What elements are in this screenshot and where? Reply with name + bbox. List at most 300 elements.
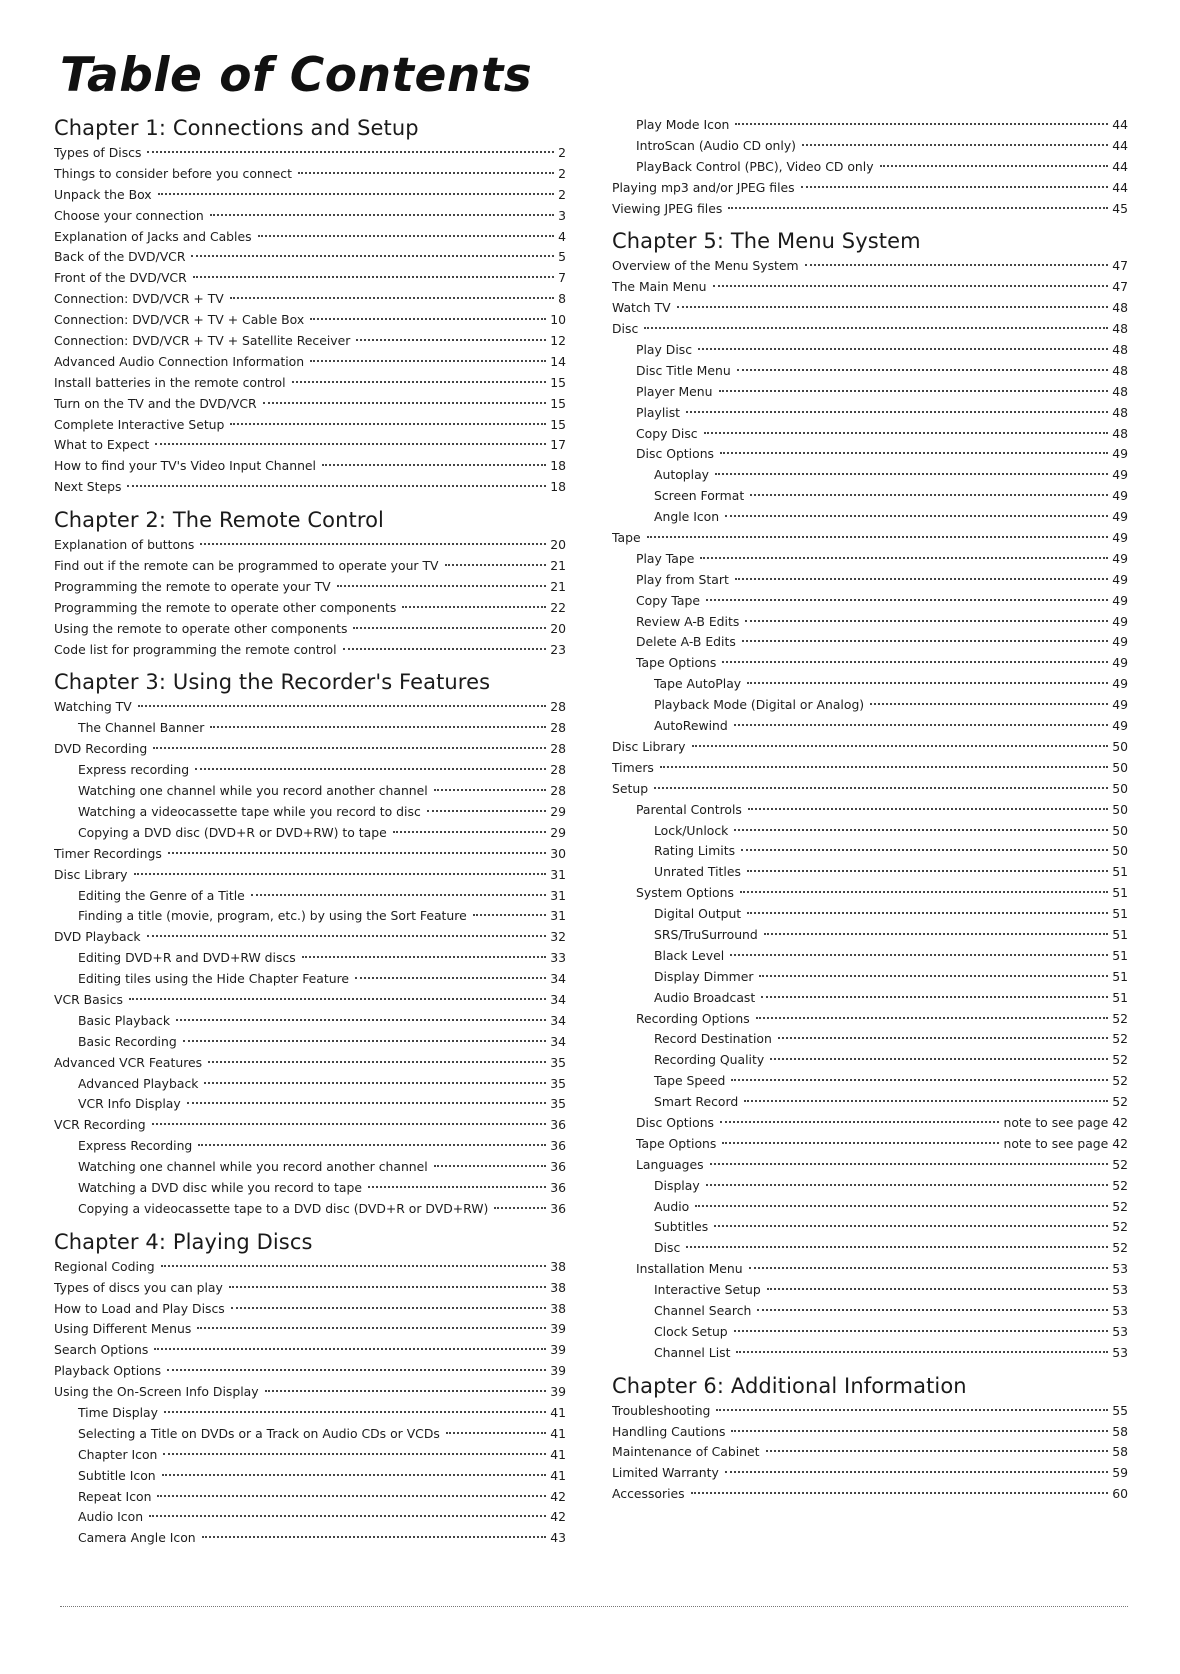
toc-entry[interactable] xyxy=(54,577,566,598)
toc-entry[interactable] xyxy=(54,535,566,556)
toc-entry-page: 8 xyxy=(558,291,566,307)
toc-entry[interactable] xyxy=(54,990,566,1011)
dot-leader xyxy=(766,1450,1109,1452)
dot-leader xyxy=(168,852,546,854)
toc-entry[interactable] xyxy=(612,862,1128,883)
toc-entry[interactable] xyxy=(54,739,566,760)
toc-entry[interactable] xyxy=(54,415,566,436)
toc-entry[interactable] xyxy=(612,570,1128,591)
dot-leader xyxy=(138,705,546,707)
toc-entry-page: 35 xyxy=(550,1054,566,1070)
toc-entry[interactable] xyxy=(54,331,566,352)
toc-entry[interactable] xyxy=(612,653,1128,674)
toc-entry[interactable] xyxy=(612,946,1128,967)
toc-entry-page: 20 xyxy=(550,620,566,636)
toc-entry[interactable] xyxy=(612,1322,1128,1343)
toc-entry-page: 31 xyxy=(550,866,566,882)
toc-entry-page: 28 xyxy=(550,783,566,799)
dot-leader xyxy=(677,306,1109,308)
toc-entry[interactable] xyxy=(612,256,1128,277)
dot-leader xyxy=(153,747,546,749)
toc-entry[interactable] xyxy=(612,382,1128,403)
toc-entry[interactable] xyxy=(54,1361,566,1382)
chapter-section xyxy=(612,115,1128,219)
dot-leader xyxy=(686,1246,1108,1248)
dot-leader xyxy=(204,1082,546,1084)
toc-entry[interactable] xyxy=(612,298,1128,319)
dot-leader xyxy=(770,1058,1108,1060)
toc-entry-page: 51 xyxy=(1112,926,1128,942)
toc-entry[interactable] xyxy=(612,779,1128,800)
toc-entry[interactable] xyxy=(54,906,566,927)
toc-entry[interactable] xyxy=(54,556,566,577)
toc-entry-title: PlayBack Control (PBC), Video CD only xyxy=(636,158,874,174)
toc-entry-page: 49 xyxy=(1112,488,1128,504)
toc-entry[interactable] xyxy=(612,1422,1128,1443)
toc-entry[interactable] xyxy=(54,1136,566,1157)
toc-entry-page: 53 xyxy=(1112,1261,1128,1277)
dot-leader xyxy=(193,276,554,278)
toc-entry-page: 5 xyxy=(558,249,566,265)
toc-entry-title: Types of discs you can play xyxy=(54,1279,223,1295)
toc-entry-title: Copy Tape xyxy=(636,592,700,608)
toc-entry-page: 59 xyxy=(1112,1465,1128,1481)
toc-entry-page: 39 xyxy=(550,1363,566,1379)
toc-entry-page: 48 xyxy=(1112,425,1128,441)
toc-entry-title: Black Level xyxy=(654,947,725,963)
toc-entry-title: Smart Record xyxy=(654,1094,739,1110)
toc-entry-title: Chapter Icon xyxy=(78,1446,158,1462)
toc-entry[interactable] xyxy=(612,444,1128,465)
chapter-section xyxy=(54,507,566,660)
toc-entry[interactable] xyxy=(54,802,566,823)
toc-entry-page: 49 xyxy=(1112,676,1128,692)
dot-leader xyxy=(446,1432,546,1434)
toc-entry-page: 38 xyxy=(550,1279,566,1295)
dot-leader xyxy=(713,285,1109,287)
toc-entry-page: 52 xyxy=(1112,1010,1128,1026)
toc-entry-page: 34 xyxy=(550,991,566,1007)
toc-entry[interactable] xyxy=(612,988,1128,1009)
toc-entry-page: 36 xyxy=(550,1117,566,1133)
toc-entry[interactable] xyxy=(54,477,566,498)
toc-entry[interactable] xyxy=(54,718,566,739)
toc-entry-title: Tape Speed xyxy=(654,1073,726,1089)
toc-entry[interactable] xyxy=(612,1176,1128,1197)
toc-entry-title: Advanced VCR Features xyxy=(54,1054,203,1070)
toc-entry-title: Camera Angle Icon xyxy=(78,1530,196,1546)
dot-leader xyxy=(736,1351,1108,1353)
dot-leader xyxy=(778,1037,1108,1039)
toc-entry-title: Watching one channel while you record another channel xyxy=(78,1159,428,1175)
toc-entry[interactable] xyxy=(54,865,566,886)
toc-entry-page: 23 xyxy=(550,641,566,657)
dot-leader xyxy=(715,473,1108,475)
dot-leader xyxy=(230,423,546,425)
toc-entry-title: Install batteries in the remote control xyxy=(54,374,286,390)
toc-entry[interactable] xyxy=(54,823,566,844)
toc-entry[interactable] xyxy=(612,1050,1128,1071)
toc-entry[interactable] xyxy=(612,486,1128,507)
toc-entry-title: Delete A-B Edits xyxy=(636,634,736,650)
toc-entry-title: Subtitles xyxy=(654,1219,709,1235)
toc-entry-title: Player Menu xyxy=(636,383,713,399)
toc-entry[interactable] xyxy=(612,1217,1128,1238)
toc-entry[interactable] xyxy=(54,268,566,289)
toc-entry[interactable] xyxy=(54,948,566,969)
toc-entry[interactable] xyxy=(54,1507,566,1528)
dot-leader xyxy=(731,1079,1108,1081)
dot-leader xyxy=(767,1288,1108,1290)
toc-entry[interactable] xyxy=(54,1487,566,1508)
toc-entry-page: 52 xyxy=(1112,1052,1128,1068)
toc-entry[interactable] xyxy=(54,1319,566,1340)
chapter-section xyxy=(54,115,566,498)
toc-entry[interactable] xyxy=(54,1340,566,1361)
toc-entry[interactable] xyxy=(612,1113,1128,1134)
toc-entry[interactable] xyxy=(612,319,1128,340)
toc-entry[interactable] xyxy=(54,185,566,206)
toc-entry-title: Play Mode Icon xyxy=(636,117,730,132)
toc-entry-title: DVD Playback xyxy=(54,929,141,945)
toc-entry-title: Disc Title Menu xyxy=(636,362,731,378)
toc-entry[interactable] xyxy=(54,1115,566,1136)
toc-entry-title: Types of Discs xyxy=(54,145,142,160)
toc-entry-title: Play Tape xyxy=(636,550,695,566)
toc-entry[interactable] xyxy=(54,373,566,394)
toc-entry[interactable] xyxy=(612,1009,1128,1030)
toc-entry-page: 47 xyxy=(1112,279,1128,295)
dot-leader xyxy=(191,255,554,257)
chapter-section xyxy=(612,228,1128,1363)
toc-entry-page: 53 xyxy=(1112,1323,1128,1339)
toc-entry-title: Time Display xyxy=(78,1404,158,1420)
toc-entry-title: Lock/Unlock xyxy=(654,822,729,838)
toc-entry[interactable] xyxy=(54,1278,566,1299)
dot-leader xyxy=(355,977,546,979)
toc-entry[interactable] xyxy=(54,1466,566,1487)
toc-entry-page: 58 xyxy=(1112,1423,1128,1439)
toc-entry-title: Angle Icon xyxy=(654,509,720,525)
toc-entry-page: 28 xyxy=(550,762,566,778)
toc-entry-title: Tape Options xyxy=(636,1135,717,1151)
toc-entry-title: Watching TV xyxy=(54,699,132,715)
toc-entry[interactable] xyxy=(612,1155,1128,1176)
dot-leader xyxy=(202,1536,547,1538)
toc-entry[interactable] xyxy=(54,927,566,948)
toc-entry[interactable] xyxy=(612,1092,1128,1113)
toc-entry-title: Explanation of Jacks and Cables xyxy=(54,228,252,244)
toc-entry-page: 31 xyxy=(550,887,566,903)
dot-leader xyxy=(434,789,546,791)
chapter-title: Chapter 3: Using the Recorder's Features xyxy=(54,670,491,695)
toc-entry[interactable] xyxy=(612,1442,1128,1463)
toc-entry[interactable] xyxy=(612,1238,1128,1259)
dot-leader xyxy=(761,996,1108,998)
toc-entry-title: Parental Controls xyxy=(636,801,742,817)
toc-entry-title: Code list for programming the remote control xyxy=(54,641,337,657)
dot-leader xyxy=(265,1390,547,1392)
toc-entry[interactable] xyxy=(612,1301,1128,1322)
toc-entry[interactable] xyxy=(612,695,1128,716)
toc-entry-title: Audio Icon xyxy=(78,1509,144,1525)
toc-entry[interactable] xyxy=(612,361,1128,382)
toc-entry-page: 39 xyxy=(550,1321,566,1337)
toc-entry[interactable] xyxy=(612,612,1128,633)
toc-entry-title: Basic Playback xyxy=(78,1012,171,1028)
toc-entry[interactable] xyxy=(54,1403,566,1424)
toc-entry-title: Connection: DVD/VCR + TV xyxy=(54,291,224,307)
toc-entry-title: Using the On-Screen Info Display xyxy=(54,1384,259,1400)
toc-entry-page: 2 xyxy=(558,186,566,202)
toc-entry[interactable] xyxy=(612,758,1128,779)
toc-entry[interactable] xyxy=(612,549,1128,570)
toc-entry-page: 48 xyxy=(1112,300,1128,316)
dot-leader xyxy=(337,585,547,587)
toc-entry-page: 39 xyxy=(550,1384,566,1400)
toc-entry[interactable] xyxy=(612,1197,1128,1218)
toc-entry[interactable] xyxy=(612,1071,1128,1092)
toc-entry[interactable] xyxy=(54,1299,566,1320)
dot-leader xyxy=(695,1205,1108,1207)
toc-entry[interactable] xyxy=(612,157,1128,178)
toc-entry-page: 28 xyxy=(550,699,566,715)
toc-entry[interactable] xyxy=(54,969,566,990)
toc-entry[interactable] xyxy=(612,800,1128,821)
toc-entry[interactable] xyxy=(612,674,1128,695)
toc-entry-title: Audio Broadcast xyxy=(654,989,756,1005)
toc-entry-title: Explanation of buttons xyxy=(54,537,195,553)
toc-entry[interactable] xyxy=(54,1074,566,1095)
toc-entry[interactable] xyxy=(54,886,566,907)
toc-entry-page: 44 xyxy=(1112,137,1128,153)
toc-entry-page: 49 xyxy=(1112,613,1128,629)
dot-leader xyxy=(147,935,547,937)
toc-entry-page: 12 xyxy=(550,333,566,349)
toc-entry[interactable] xyxy=(612,465,1128,486)
toc-entry[interactable] xyxy=(54,206,566,227)
toc-entry[interactable] xyxy=(54,1445,566,1466)
toc-entry[interactable] xyxy=(612,178,1128,199)
toc-entry[interactable] xyxy=(612,1259,1128,1280)
toc-entry-title: Recording Quality xyxy=(654,1052,765,1068)
toc-entry-title: Editing tiles using the Hide Chapter Feature xyxy=(78,971,350,987)
toc-entry[interactable] xyxy=(54,1382,566,1403)
toc-entry-page: 39 xyxy=(550,1342,566,1358)
toc-entry[interactable] xyxy=(612,1343,1128,1364)
dot-leader xyxy=(740,891,1108,893)
toc-entry[interactable] xyxy=(54,456,566,477)
toc-entry[interactable] xyxy=(54,619,566,640)
toc-entry[interactable] xyxy=(54,1094,566,1115)
toc-entry-page: 31 xyxy=(550,908,566,924)
toc-entry-title: Tape AutoPlay xyxy=(654,676,742,692)
toc-entry[interactable] xyxy=(54,1011,566,1032)
toc-entry[interactable] xyxy=(54,289,566,310)
dot-leader xyxy=(700,557,1108,559)
toc-entry[interactable] xyxy=(612,136,1128,157)
toc-entry-title: Choose your connection xyxy=(54,207,204,223)
toc-entry-title: Viewing JPEG files xyxy=(612,200,723,216)
toc-entry-title: Advanced Playback xyxy=(78,1075,199,1091)
toc-entry-title: Express Recording xyxy=(78,1138,193,1154)
dot-leader xyxy=(801,186,1109,188)
toc-entry[interactable] xyxy=(612,199,1128,220)
toc-entry[interactable] xyxy=(54,640,566,661)
toc-entry-title: What to Expect xyxy=(54,437,150,453)
toc-entry-page: 51 xyxy=(1112,864,1128,880)
toc-entry-page: 50 xyxy=(1112,759,1128,775)
toc-entry[interactable] xyxy=(612,340,1128,361)
toc-entry-page: 15 xyxy=(550,395,566,411)
toc-entry-page: 51 xyxy=(1112,968,1128,984)
toc-entry-title: Editing the Genre of a Title xyxy=(78,887,245,903)
toc-entry-page: 28 xyxy=(550,720,566,736)
toc-entry[interactable] xyxy=(612,1463,1128,1484)
toc-entry-page: 29 xyxy=(550,803,566,819)
toc-entry-title: Handling Cautions xyxy=(612,1423,726,1439)
dot-leader xyxy=(704,432,1109,434)
toc-entry[interactable] xyxy=(612,1280,1128,1301)
toc-entry-page: 18 xyxy=(550,458,566,474)
toc-entry[interactable] xyxy=(612,507,1128,528)
toc-entry[interactable] xyxy=(612,424,1128,445)
toc-entry[interactable] xyxy=(612,632,1128,653)
toc-entry-page: 49 xyxy=(1112,509,1128,525)
dot-leader xyxy=(880,165,1109,167)
toc-entry-page: 53 xyxy=(1112,1344,1128,1360)
toc-entry-title: Tape Options xyxy=(636,655,717,671)
toc-entry[interactable] xyxy=(612,737,1128,758)
toc-entry-page: 49 xyxy=(1112,550,1128,566)
toc-entry-title: VCR Info Display xyxy=(78,1096,181,1112)
toc-entry[interactable] xyxy=(612,403,1128,424)
toc-entry-page: 50 xyxy=(1112,738,1128,754)
dot-leader xyxy=(393,831,546,833)
dot-leader xyxy=(343,648,547,650)
page-title: Table of Contents xyxy=(60,48,533,103)
toc-entry-title: VCR Recording xyxy=(54,1117,146,1133)
toc-entry-page: 36 xyxy=(550,1159,566,1175)
toc-entry[interactable] xyxy=(612,115,1128,136)
toc-entry-title: Copying a videocassette tape to a DVD disc (DVD+R or DVD+RW) xyxy=(78,1200,489,1216)
toc-entry[interactable] xyxy=(54,1157,566,1178)
toc-entry-page: 42 xyxy=(550,1488,566,1504)
toc-entry-title: Disc xyxy=(612,321,639,337)
toc-entry-page: 49 xyxy=(1112,634,1128,650)
toc-entry[interactable] xyxy=(54,394,566,415)
toc-entry-page: 2 xyxy=(558,165,566,181)
toc-entry-page: 44 xyxy=(1112,158,1128,174)
dot-leader xyxy=(764,933,1108,935)
toc-entry[interactable] xyxy=(54,352,566,373)
toc-entry[interactable] xyxy=(612,716,1128,737)
toc-entry-title: Repeat Icon xyxy=(78,1488,152,1504)
toc-entry-title: Tape xyxy=(612,530,641,546)
toc-entry-page: 34 xyxy=(550,1033,566,1049)
toc-entry-page: 52 xyxy=(1112,1219,1128,1235)
toc-entry[interactable] xyxy=(612,277,1128,298)
toc-entry[interactable] xyxy=(54,1528,566,1549)
dot-leader xyxy=(147,151,554,153)
toc-entry-title: Timer Recordings xyxy=(54,845,162,861)
toc-entry[interactable] xyxy=(612,1401,1128,1422)
toc-entry-page: 44 xyxy=(1112,117,1128,132)
dot-leader xyxy=(230,297,554,299)
toc-entry[interactable] xyxy=(612,967,1128,988)
toc-entry-page: 49 xyxy=(1112,530,1128,546)
toc-entry-title: How to Load and Play Discs xyxy=(54,1300,225,1316)
toc-entry-title: Playlist xyxy=(636,404,681,420)
toc-entry[interactable] xyxy=(612,591,1128,612)
toc-entry-title: Channel List xyxy=(654,1344,731,1360)
toc-entry[interactable] xyxy=(54,1424,566,1445)
toc-entry-title: Express recording xyxy=(78,762,190,778)
toc-entry[interactable] xyxy=(612,841,1128,862)
toc-entry[interactable] xyxy=(54,164,566,185)
toc-entry-title: Clock Setup xyxy=(654,1323,728,1339)
dot-leader xyxy=(176,1019,546,1021)
toc-entry[interactable] xyxy=(54,310,566,331)
toc-entry[interactable] xyxy=(612,883,1128,904)
toc-entry[interactable] xyxy=(54,844,566,865)
dot-leader xyxy=(691,1492,1109,1494)
toc-entry[interactable] xyxy=(54,1032,566,1053)
toc-entry[interactable] xyxy=(54,1053,566,1074)
toc-entry-title: VCR Basics xyxy=(54,991,123,1007)
toc-entry[interactable] xyxy=(54,598,566,619)
toc-entry[interactable] xyxy=(612,1484,1128,1505)
dot-leader xyxy=(716,1409,1108,1411)
toc-entry-title: Languages xyxy=(636,1156,704,1172)
toc-entry[interactable] xyxy=(54,227,566,248)
toc-entry[interactable] xyxy=(612,1029,1128,1050)
toc-entry[interactable] xyxy=(612,925,1128,946)
toc-entry[interactable] xyxy=(54,781,566,802)
toc-entry-page: 48 xyxy=(1112,321,1128,337)
toc-entry[interactable] xyxy=(612,821,1128,842)
toc-entry[interactable] xyxy=(612,528,1128,549)
toc-entry[interactable] xyxy=(54,760,566,781)
toc-entry-page: 14 xyxy=(550,353,566,369)
toc-entry-page: 52 xyxy=(1112,1198,1128,1214)
toc-entry[interactable] xyxy=(612,1134,1128,1155)
toc-entry[interactable] xyxy=(54,1178,566,1199)
toc-entry[interactable] xyxy=(612,904,1128,925)
toc-entry-page: 43 xyxy=(550,1530,566,1546)
dot-leader xyxy=(164,1411,546,1413)
dot-leader xyxy=(735,123,1108,125)
toc-entry[interactable] xyxy=(54,1199,566,1220)
toc-entry[interactable] xyxy=(54,697,566,718)
dot-leader xyxy=(748,808,1108,810)
toc-entry[interactable] xyxy=(54,247,566,268)
toc-entry-title: Playback Options xyxy=(54,1363,162,1379)
dot-leader xyxy=(647,536,1109,538)
dot-leader xyxy=(310,318,546,320)
toc-entry[interactable] xyxy=(54,435,566,456)
dot-leader xyxy=(757,1309,1108,1311)
toc-entry[interactable] xyxy=(54,1257,566,1278)
chapter-title: Chapter 4: Playing Discs xyxy=(54,1229,313,1254)
dot-leader xyxy=(749,1267,1109,1269)
toc-entry[interactable] xyxy=(54,143,566,164)
toc-entry-page: 22 xyxy=(550,599,566,615)
dot-leader xyxy=(302,956,547,958)
toc-entry-page: 10 xyxy=(550,312,566,328)
toc-entry-page: 51 xyxy=(1112,947,1128,963)
dot-leader xyxy=(263,402,547,404)
